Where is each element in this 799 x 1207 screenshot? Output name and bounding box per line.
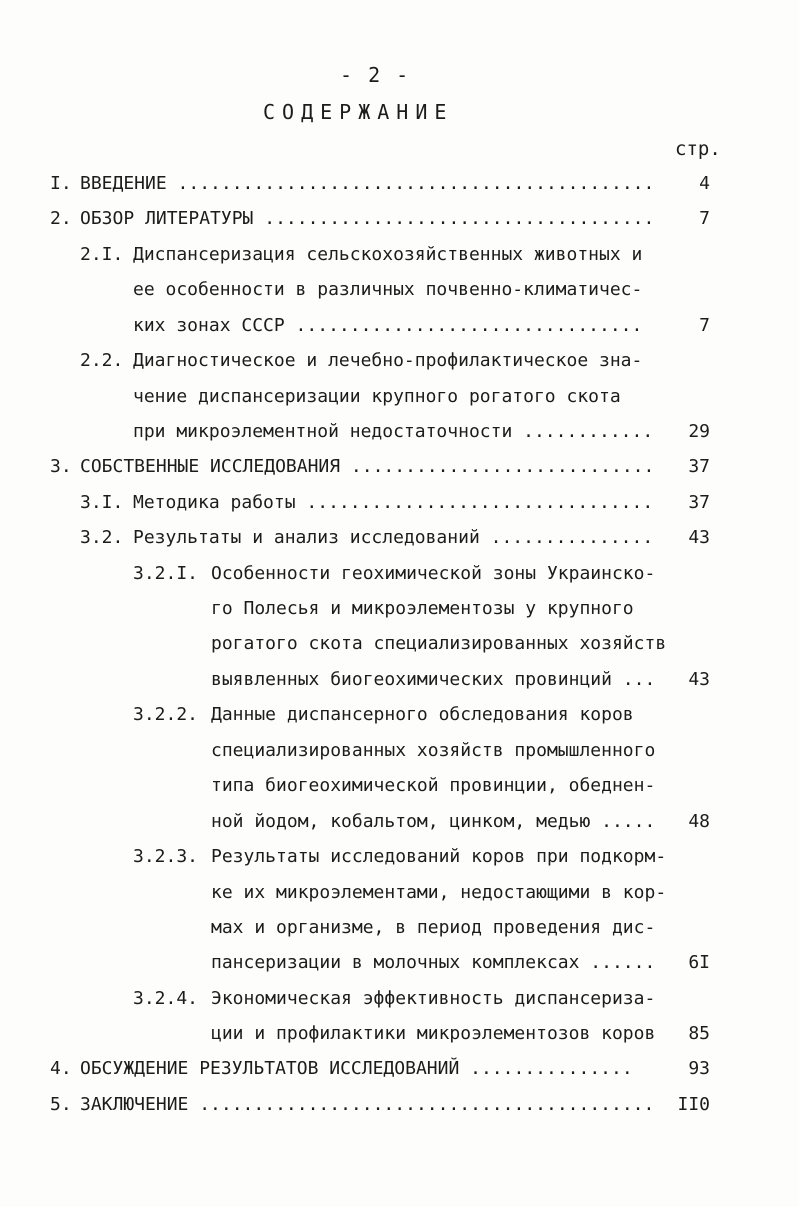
toc-entry-line: Экономическая эффективность диспансериза- — [211, 988, 656, 1009]
toc-entry-number: 3.2.3. — [133, 846, 199, 867]
toc-entry-line: Результаты и анализ исследований ............... — [133, 527, 654, 548]
toc-entry-line: чение диспансеризации крупного рогатого скота — [133, 386, 621, 407]
toc-page-number: 6I — [688, 952, 710, 973]
toc-entry-number: 3.2. — [80, 527, 124, 548]
toc-entry-line: Данные диспансерного обследования коров — [211, 704, 634, 725]
toc-page-number: 29 — [688, 421, 710, 442]
toc-entry-line: ции и профилактики микроэлементозов коров — [211, 1023, 656, 1044]
page-column-label: стр. — [675, 138, 721, 160]
toc-page-number: 48 — [688, 811, 710, 832]
toc-entry-number: 3.I. — [80, 492, 124, 513]
toc-entry-line: пансеризации в молочных комплексах ...... — [211, 952, 656, 973]
toc-entry-line: мах и организме, в период проведения дис- — [211, 917, 656, 938]
toc-entry-number: 2.I. — [80, 244, 124, 265]
toc-entry-line: Диагностическое и лечебно-профилактическое зна- — [133, 350, 643, 371]
toc-entry-line: ее особенности в различных почвенно-климатичес- — [133, 279, 643, 300]
toc-entry-line: ЗАКЛЮЧЕНИЕ .......................................... — [80, 1094, 655, 1115]
toc-page-number: 93 — [688, 1058, 710, 1079]
toc-entry-line: ОБСУЖДЕНИЕ РЕЗУЛЬТАТОВ ИССЛЕДОВАНИЙ ............... — [80, 1058, 633, 1079]
toc-page-number: 43 — [688, 527, 710, 548]
toc-entry-line: выявленных биогеохимических провинций ... — [211, 669, 656, 690]
toc-page-number: 7 — [699, 208, 710, 229]
toc-entry-number: 2.2. — [80, 350, 124, 371]
toc-entry-number: 2. — [50, 208, 72, 229]
toc-page-number: 7 — [699, 315, 710, 336]
toc-entry-line: го Полесья и микроэлементозы у крупного — [211, 598, 634, 619]
toc-entry-number: I. — [50, 173, 72, 194]
toc-entry-line: Результаты исследований коров при подкорм- — [211, 846, 667, 867]
toc-entry-number: 3.2.I. — [133, 563, 199, 584]
toc-entry-line: ке их микроэлементами, недостающими в кор- — [211, 882, 667, 903]
toc-entry-line: специализированных хозяйств промышленного — [211, 740, 656, 761]
toc-page-number: 37 — [688, 492, 710, 513]
toc-entry-line: Диспансеризация сельскохозяйственных животных и — [133, 244, 643, 265]
page-number: - 2 - — [340, 63, 411, 87]
page-title: СОДЕРЖАНИЕ — [263, 100, 454, 124]
toc-page-number: 37 — [688, 456, 710, 477]
toc-entry-number: 5. — [50, 1094, 72, 1115]
toc-page-number: 43 — [688, 669, 710, 690]
toc-entry-line: типа биогеохимической провинции, обеднен- — [211, 775, 656, 796]
toc-page-number: 85 — [688, 1023, 710, 1044]
toc-entry-number: 3.2.2. — [133, 704, 199, 725]
toc-entry-line: ной йодом, кобальтом, цинком, медью ..... — [211, 811, 656, 832]
toc-entry-line: Особенности геохимической зоны Украинско- — [211, 563, 656, 584]
toc-entry-line: ОБЗОР ЛИТЕРАТУРЫ .................................... — [80, 208, 655, 229]
toc-entry-line: ВВЕДЕНИЕ ............................................ — [80, 173, 655, 194]
toc-page-number: II0 — [677, 1094, 710, 1115]
toc-entry-line: СОБСТВЕННЫЕ ИССЛЕДОВАНИЯ ............................ — [80, 456, 655, 477]
toc-entry-line: ких зонах СССР ................................ — [133, 315, 643, 336]
toc-entry-number: 3.2.4. — [133, 988, 199, 1009]
toc-entry-line: при микроэлементной недостаточности ............ — [133, 421, 654, 442]
toc-entry-number: 4. — [50, 1058, 72, 1079]
toc-entry-line: рогатого скота специализированных хозяйств — [211, 633, 667, 654]
toc-page-number: 4 — [699, 173, 710, 194]
toc-entry-number: 3. — [50, 456, 72, 477]
toc-entry-line: Методика работы ................................ — [133, 492, 654, 513]
